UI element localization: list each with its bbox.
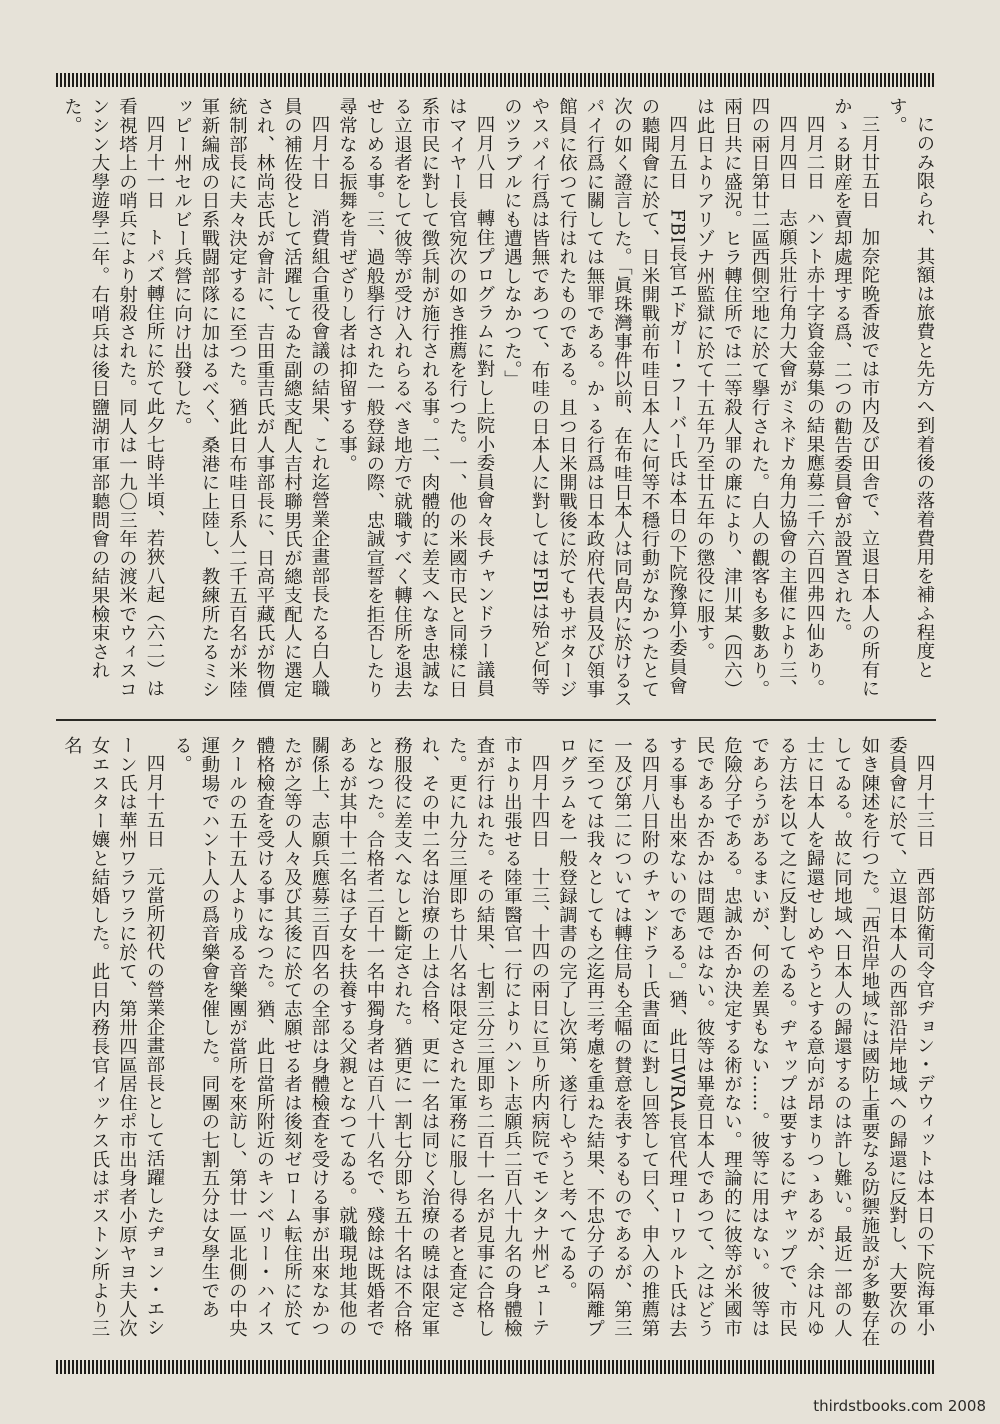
section-divider (56, 719, 936, 721)
lower-text-block (61, 736, 938, 1348)
paragraph: 三月廿五日 加奈陀晩香波では市内及び田舎で、立退日本人の所有にかゝる財産を賣却處理する爲、二つの勸告委員會が設置された。 (831, 97, 880, 699)
top-border (56, 73, 936, 87)
paragraph: 四月十四日 十三、十四の兩日に亘り所内病院でモンタナ州ビューテ市より出張せる陸軍醫官一行によりハント志願兵二百八十九名の身體檢査が行はれた。その結果、七割三分三厘即ち二百十一名が見事に合格した。更に九分三厘即ち廿八名は限定された軍務に服し得る者と査定され、その中二名は治療の上は合格、更に一名は同じく治療の曉は限定軍務服役に差支へなしと斷定された。猶更に一割七分即ち五十名は不合格となつた。合格者二百十一名中獨身者は百八十八名で、殘餘は既婚者であるが其中十二名は子女を扶養する父親となつてゐる。就職現地其他の關係上、志願兵應募三百四名の全部は身體檢査を受ける事が出來なかつたが之等の人々及び其後に於て志願せる者は後刻ゼローム転住所に於て體格檢査を受ける事になつた。猶、此日當所附近のキンベリー・ハイスクールの五十五人より成る音樂團が當所を來訪し、第廿一區北側の中央運動場でハント人の爲音樂會を催した。同團の七割五分は女學生である。 (171, 736, 550, 1338)
upper-text-block (61, 97, 938, 709)
paragraph: 四月十五日 元當所初代の營業企畫部長として活躍したヂョン・エシーン氏は華州ワラワラに於て、第卅四區居住ポ市出身者小原ヤヨ夫人次女エスター孃と結婚した。此日内務長官イッケス氏はボストン所より三名 (61, 736, 165, 1338)
paragraph: 四月十日 消費組合重役會議の結果、これ迄營業企畫部長たる白人職員の補佐役として活躍してゐた副總支配人吉村聯男氏が總支配人に選定され、林尚志氏が會計に、吉田重吉氏が人事部長に、日高平藏氏が物價統制部長に夫々決定するに至つた。猶此日布哇日系人二千五百名が米陸軍新編成の日系戰闘部隊に加はるべく、桑港に上陸し、教練所たるミシッピー州セルビー兵營に向け出發した。 (171, 97, 330, 699)
paragraph: にのみ限られ、其額は旅費と先方へ到着後の落着費用を補ふ程度とす。 (886, 97, 935, 680)
paragraph: 四月二日 ハント赤十字資金募集の結果應募二千六百四弗四仙あり。 (804, 115, 825, 699)
paragraph: 四月四日 志願兵壯行角力大會がミネドカ角力協會の主催により三、四の兩日第廿二區西側空地に於て擧行された。白人の觀客も多數あり。兩日共に盛況。ヒラ轉住所では二等殺人罪の廉により、津川某（四六）は此日よりアリゾナ州監獄に於て十五年乃至廿五年の懲役に服す。 (694, 97, 798, 699)
paragraph: 四月十一日 トパズ轉住所に於て此夕七時半頃、若狹八起（六二）は看視塔上の哨兵により射殺された。同人は一九〇三年の渡米でウィスコンシン大學遊學二年。右哨兵は後日鹽湖市軍部聽問會の結果檢束された。 (61, 97, 165, 699)
paragraph: 四月五日 FBI長官エドガー・フーバー氏は本日の下院豫算小委員會の聽聞會に於て、日米開戰前布哇日本人に何等不穩行動がなかつたとて次の如く證言した。「眞珠灣事件以前、在布哇日本人は同島内に於けるスパイ行爲に關しては無罪である。かゝる行爲は日本政府代表員及び領事館員に依つて行はれたものである。且つ日米開戰後に於てもサボタージやスパイ行爲は皆無であつて、布哇の日本人に對してはFBIは殆ど何等のツラブルにも遭遇しなかつた。」 (501, 97, 688, 709)
paragraph: 四月十三日 西部防衛司令官ヂョン・デウィットは本日の下院海軍小委員會に於て、立退日本人の西部沿岸地域への歸還に反對し、大要次の如き陳述を行つた。「西沿岸地域には國防上重要なる防禦施設が多數存在してゐる。故に同地域へ日本人の歸還するのは許し難い。最近一部の人士に日本人を歸還せしめやうとする意向が昂まりつゝあるが、余は凡ゆる方法を以て之に反對してゐる。ヂャップは要するにヂャップで、市民であらうがあるまいが、何の差異もない……。彼等に用はない。彼等は危險分子である。忠誠か否か決定する術がない。理論的に彼等が米國市民であるか否かは問題ではない。彼等は畢竟日本人であつて、之はどうする事も出來ないのである。」猶、此日WRA長官代理ローワルト氏は去る四月八日附のチャンドラー氏書面に對し回答して曰く、申入の推薦第一及び第二については轉住局も全幅の賛意を表するものであるが、第三に至つては我々としても之迄再三考慮を重ねた結果、不忠分子の隔離プログラムを一般登録調書の完了し次第、遂行しやうと考へてゐる。 (556, 736, 935, 1348)
watermark: thirdstbooks.com 2008 (813, 1397, 986, 1415)
paragraph: 四月八日 轉住プログラムに對し上院小委員會々長チャンドラー議員はマイヤー長官宛次の如き推薦を行つた。一、他の米國市民と同樣に日系市民に對して徴兵制が施行される事。二、肉體的に差支へなき忠誠なる立退者をして彼等が受け入れらるべき地方で就職すべく轉住所を退去せしめる事。三、過般擧行された一般登録の際、忠誠宣誓を拒否したり尋常なる振舞を肯ぜざりし者は抑留する事。 (336, 97, 495, 699)
bottom-border (56, 1360, 936, 1374)
